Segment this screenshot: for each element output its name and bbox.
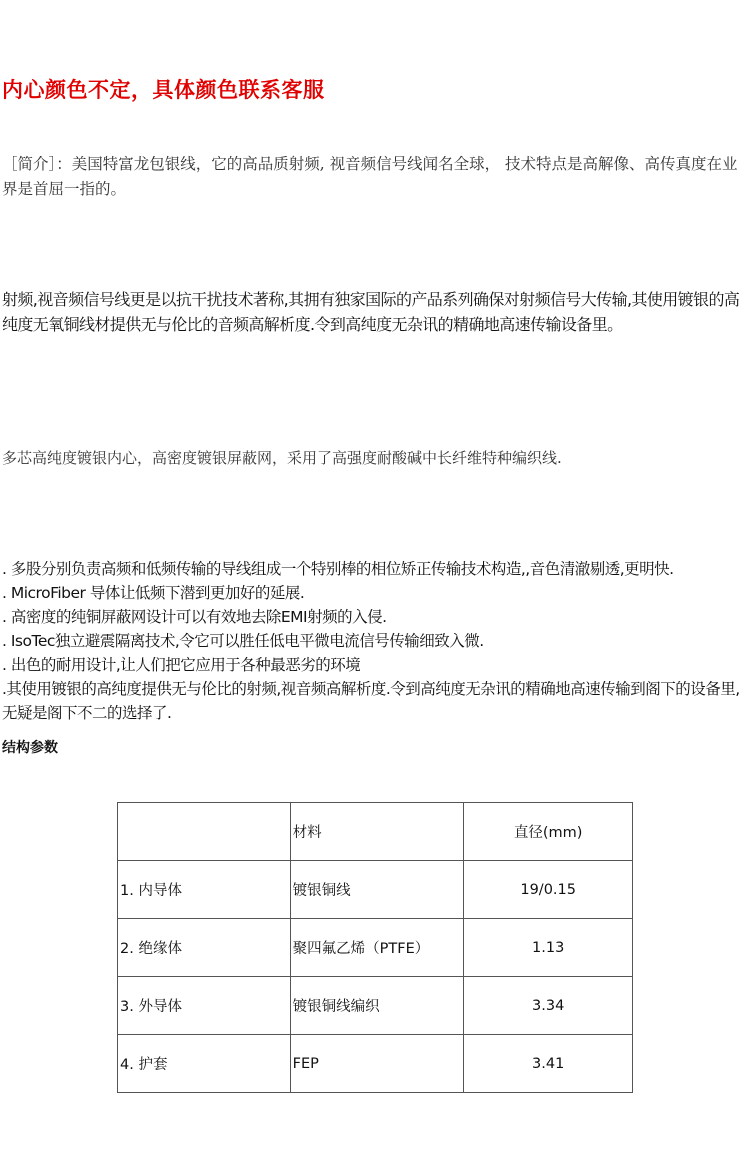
feature-item: . 出色的耐用设计,让人们把它应用于各种最恶劣的环境 bbox=[2, 656, 361, 674]
table-row bbox=[118, 1035, 633, 1093]
table-header-cell: 材料 bbox=[290, 803, 464, 861]
table-header-cell bbox=[118, 803, 291, 861]
construction-paragraph: 多芯高纯度镀银内心，高密度镀银屏蔽网，采用了高强度耐酸碱中长纤维特种编织线. bbox=[2, 449, 562, 467]
description-paragraph: 射频,视音频信号线更是以抗干扰技术著称,其拥有独家国际的产品系列确保对射频信号大传输,其使用镀银的高纯度无氧铜线材提供无与伦比的音频高解析度.令到高纯度无杂讯的精确地高速传输设备里。 bbox=[2, 290, 740, 334]
table-row bbox=[118, 919, 633, 977]
diameter-cell: 3.41 bbox=[464, 1035, 633, 1093]
component-cell: 2. 绝缘体 bbox=[118, 919, 291, 977]
diameter-cell: 3.34 bbox=[464, 977, 633, 1035]
feature-list bbox=[2, 557, 750, 725]
component-cell: 1. 内导体 bbox=[118, 861, 291, 919]
table-row bbox=[118, 977, 633, 1035]
table-header-row bbox=[118, 803, 633, 861]
table-row bbox=[118, 861, 633, 919]
feature-item: . MicroFiber 导体让低频下潜到更加好的延展. bbox=[2, 584, 305, 602]
material-cell: FEP bbox=[290, 1035, 464, 1093]
table-header-cell: 直径(mm) bbox=[464, 803, 633, 861]
structure-parameters-table bbox=[117, 802, 633, 1093]
section-title: 结构参数 bbox=[2, 740, 58, 756]
material-cell: 镀银铜线 bbox=[290, 861, 464, 919]
component-cell: 4. 护套 bbox=[118, 1035, 291, 1093]
feature-item: .其使用镀银的高纯度提供无与伦比的射频,视音频高解析度.令到高纯度无杂讯的精确地高速传输到阁下的设备里,无疑是阁下不二的选择了. bbox=[2, 680, 740, 722]
material-cell: 聚四氟乙烯（PTFE） bbox=[290, 919, 464, 977]
diameter-cell: 1.13 bbox=[464, 919, 633, 977]
intro-paragraph: ［简介］：美国特富龙包银线，它的高品质射频, 视音频信号线闻名全球， 技术特点是高解像、高传真度在业界是首屈一指的。 bbox=[2, 155, 738, 198]
component-cell: 3. 外导体 bbox=[118, 977, 291, 1035]
material-cell: 镀银铜线编织 bbox=[290, 977, 464, 1035]
headline: 内心颜色不定，具体颜色联系客服 bbox=[2, 78, 325, 102]
feature-item: . IsoTec独立避震隔离技术,令它可以胜任低电平微电流信号传输细致入微. bbox=[2, 632, 484, 650]
feature-item: . 高密度的纯铜屏蔽网设计可以有效地去除EMI射频的入侵. bbox=[2, 608, 387, 626]
feature-item: . 多股分别负责高频和低频传输的导线组成一个特别棒的相位矫正传输技术构造,,音色清澈剔透,更明快. bbox=[2, 560, 674, 578]
diameter-cell: 19/0.15 bbox=[464, 861, 633, 919]
